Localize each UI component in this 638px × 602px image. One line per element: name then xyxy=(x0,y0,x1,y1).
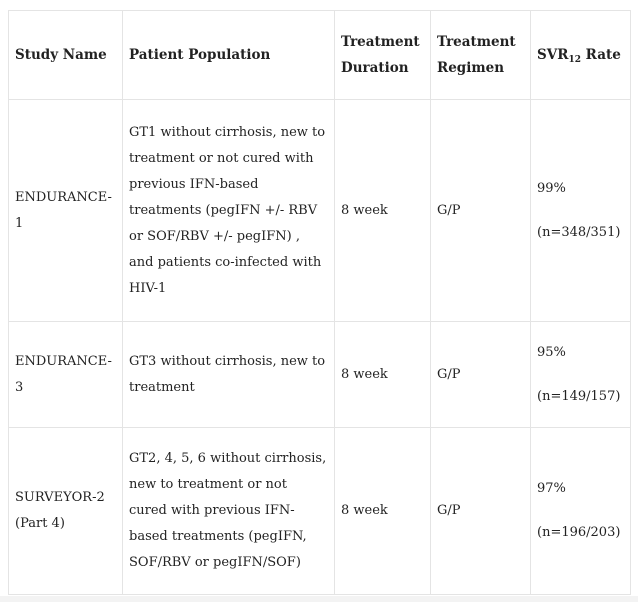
header-svr12-rate xyxy=(531,11,631,100)
svr-rate-count: (n=196/203) xyxy=(537,525,621,540)
cell-treatment-duration: 8 week xyxy=(335,322,431,428)
svr-rate-value: 97% xyxy=(537,481,566,496)
cell-study-name: SURVEYOR-2 (Part 4) xyxy=(9,428,123,595)
header-svr-subscript: 12 xyxy=(568,55,581,65)
cell-svr-rate xyxy=(531,100,631,322)
cell-patient-population: GT3 without cirrhosis, new to treatment xyxy=(123,322,335,428)
table-row xyxy=(9,100,631,322)
header-treatment-duration: Treatment Duration xyxy=(335,11,431,100)
cell-patient-population: GT1 without cirrhosis, new to treatment or not cured with previous IFN-based treatments (pegIFN +/- RBV or SOF/RBV +/- pegIFN) , and patients co-infected with HIV-1 xyxy=(123,100,335,322)
header-study-name: Study Name xyxy=(9,11,123,100)
table-header-row xyxy=(9,11,631,100)
table-row xyxy=(9,322,631,428)
svr-rate-count: (n=348/351) xyxy=(537,224,621,240)
study-results-table xyxy=(8,10,631,595)
svr-rate-value: 99% xyxy=(537,180,566,196)
study-table-container xyxy=(8,10,630,595)
table-row xyxy=(9,428,631,595)
header-svr-suffix: Rate xyxy=(580,47,621,63)
cell-study-name: ENDURANCE-1 xyxy=(9,100,123,322)
cell-patient-population: GT2, 4, 5, 6 without cirrhosis, new to treatment or not cured with previous IFN-based treatments (pegIFN, SOF/RBV or pegIFN/SOF) xyxy=(123,428,335,595)
svr-rate-count: (n=149/157) xyxy=(537,388,621,404)
cell-treatment-regimen: G/P xyxy=(431,100,531,322)
cell-treatment-regimen: G/P xyxy=(431,428,531,595)
cell-svr-rate xyxy=(531,428,631,595)
header-patient-population: Patient Population xyxy=(123,11,335,100)
cell-treatment-regimen: G/P xyxy=(431,322,531,428)
page-bottom-band xyxy=(0,596,638,602)
cell-study-name: ENDURANCE-3 xyxy=(9,322,123,428)
cell-treatment-duration: 8 week xyxy=(335,100,431,322)
header-treatment-regimen: Treatment Regimen xyxy=(431,11,531,100)
cell-treatment-duration: 8 week xyxy=(335,428,431,595)
svr-rate-value: 95% xyxy=(537,344,566,360)
cell-svr-rate xyxy=(531,322,631,428)
header-svr-prefix: SVR xyxy=(537,47,569,63)
